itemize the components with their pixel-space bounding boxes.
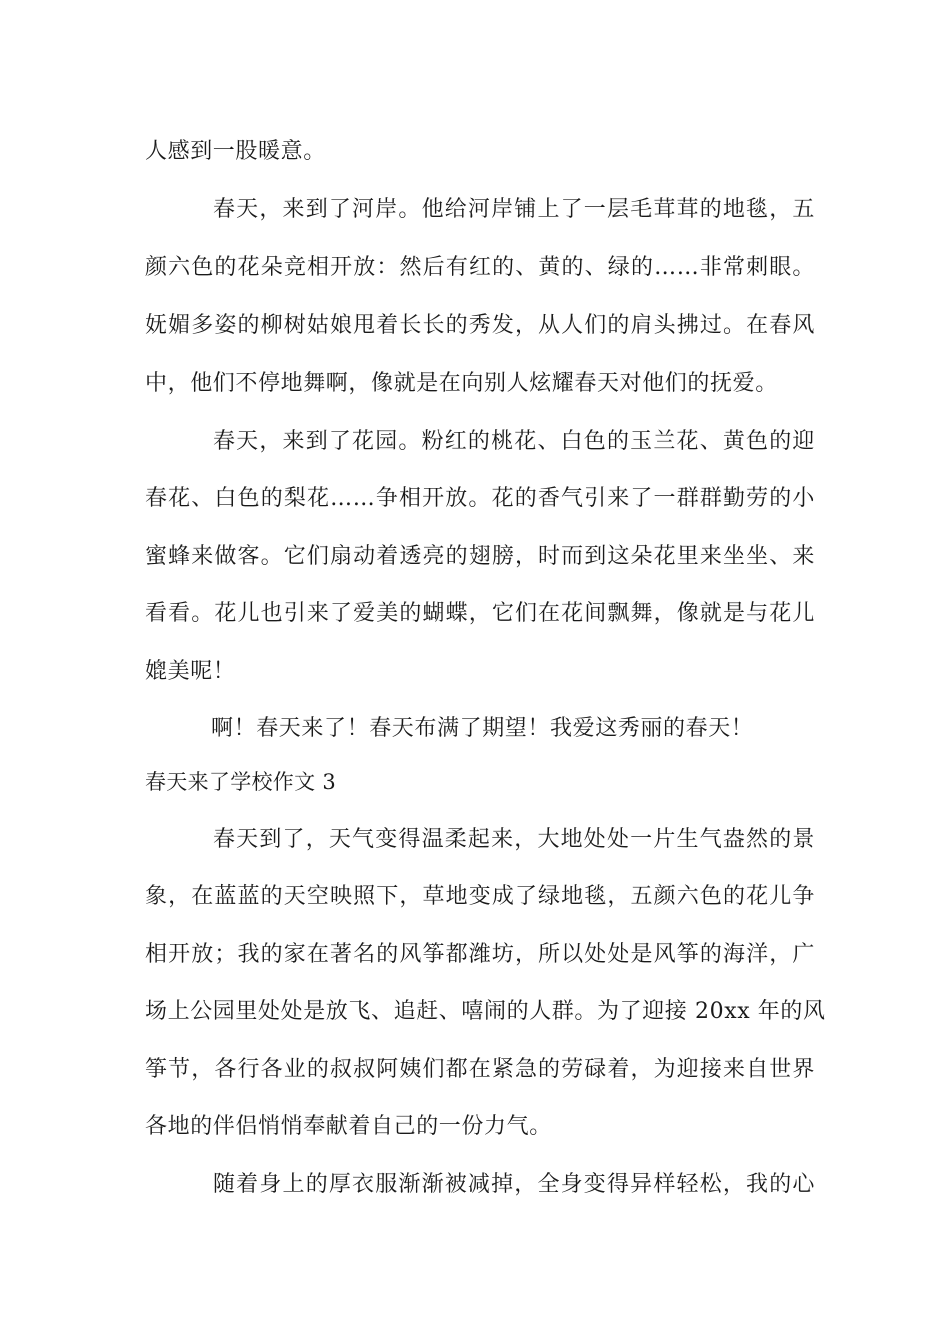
paragraph-line: 筝节，各行各业的叔叔阿姨们都在紧急的劳碌着，为迎接来自世界 <box>145 1057 815 1082</box>
paragraph-line: 春天，来到了花园。粉红的桃花、白色的玉兰花、黄色的迎 <box>213 429 815 454</box>
paragraph-line: 啊！春天来了！春天布满了期望！我爱这秀丽的春天！ <box>211 716 754 741</box>
paragraph-line: 春花、白色的梨花……争相开放。花的香气引来了一群群勤劳的小 <box>145 486 815 511</box>
paragraph-line: 场上公园里处处是放飞、追赶、嘻闹的人群。为了迎接 20xx 年的风 <box>145 999 826 1024</box>
paragraph-line: 相开放；我的家在著名的风筝都潍坊，所以处处是风筝的海洋，广 <box>145 942 815 967</box>
paragraph-line: 看看。花儿也引来了爱美的蝴蝶，它们在花间飘舞，像就是与花儿 <box>145 601 815 626</box>
paragraph-line: 颜六色的花朵竞相开放：然后有红的、黄的、绿的……非常刺眼。 <box>145 255 815 280</box>
paragraph-line: 象，在蓝蓝的天空映照下，草地变成了绿地毯，五颜六色的花儿争 <box>145 884 815 909</box>
paragraph-line: 春天到了，天气变得温柔起来，大地处处一片生气盎然的景 <box>213 827 815 852</box>
paragraph-line: 妩媚多姿的柳树姑娘甩着长长的秀发，从人们的肩头拂过。在春风 <box>145 313 815 338</box>
paragraph-line: 春天，来到了河岸。他给河岸铺上了一层毛茸茸的地毯，五 <box>213 197 815 222</box>
paragraph-line: 媲美呢！ <box>145 659 236 684</box>
paragraph-line: 蜜蜂来做客。它们扇动着透亮的翅膀，时而到这朵花里来坐坐、来 <box>145 544 815 569</box>
paragraph-line: 各地的伴侣悄悄奉献着自己的一份力气。 <box>145 1114 552 1139</box>
paragraph-line: 随着身上的厚衣服渐渐被减掉，全身变得异样轻松，我的心 <box>213 1172 815 1197</box>
section-heading: 春天来了学校作文 3 <box>145 770 337 794</box>
paragraph-line: 人感到一股暖意。 <box>145 139 326 164</box>
paragraph-line: 中，他们不停地舞啊，像就是在向别人炫耀春天对他们的抚爱。 <box>145 371 778 396</box>
